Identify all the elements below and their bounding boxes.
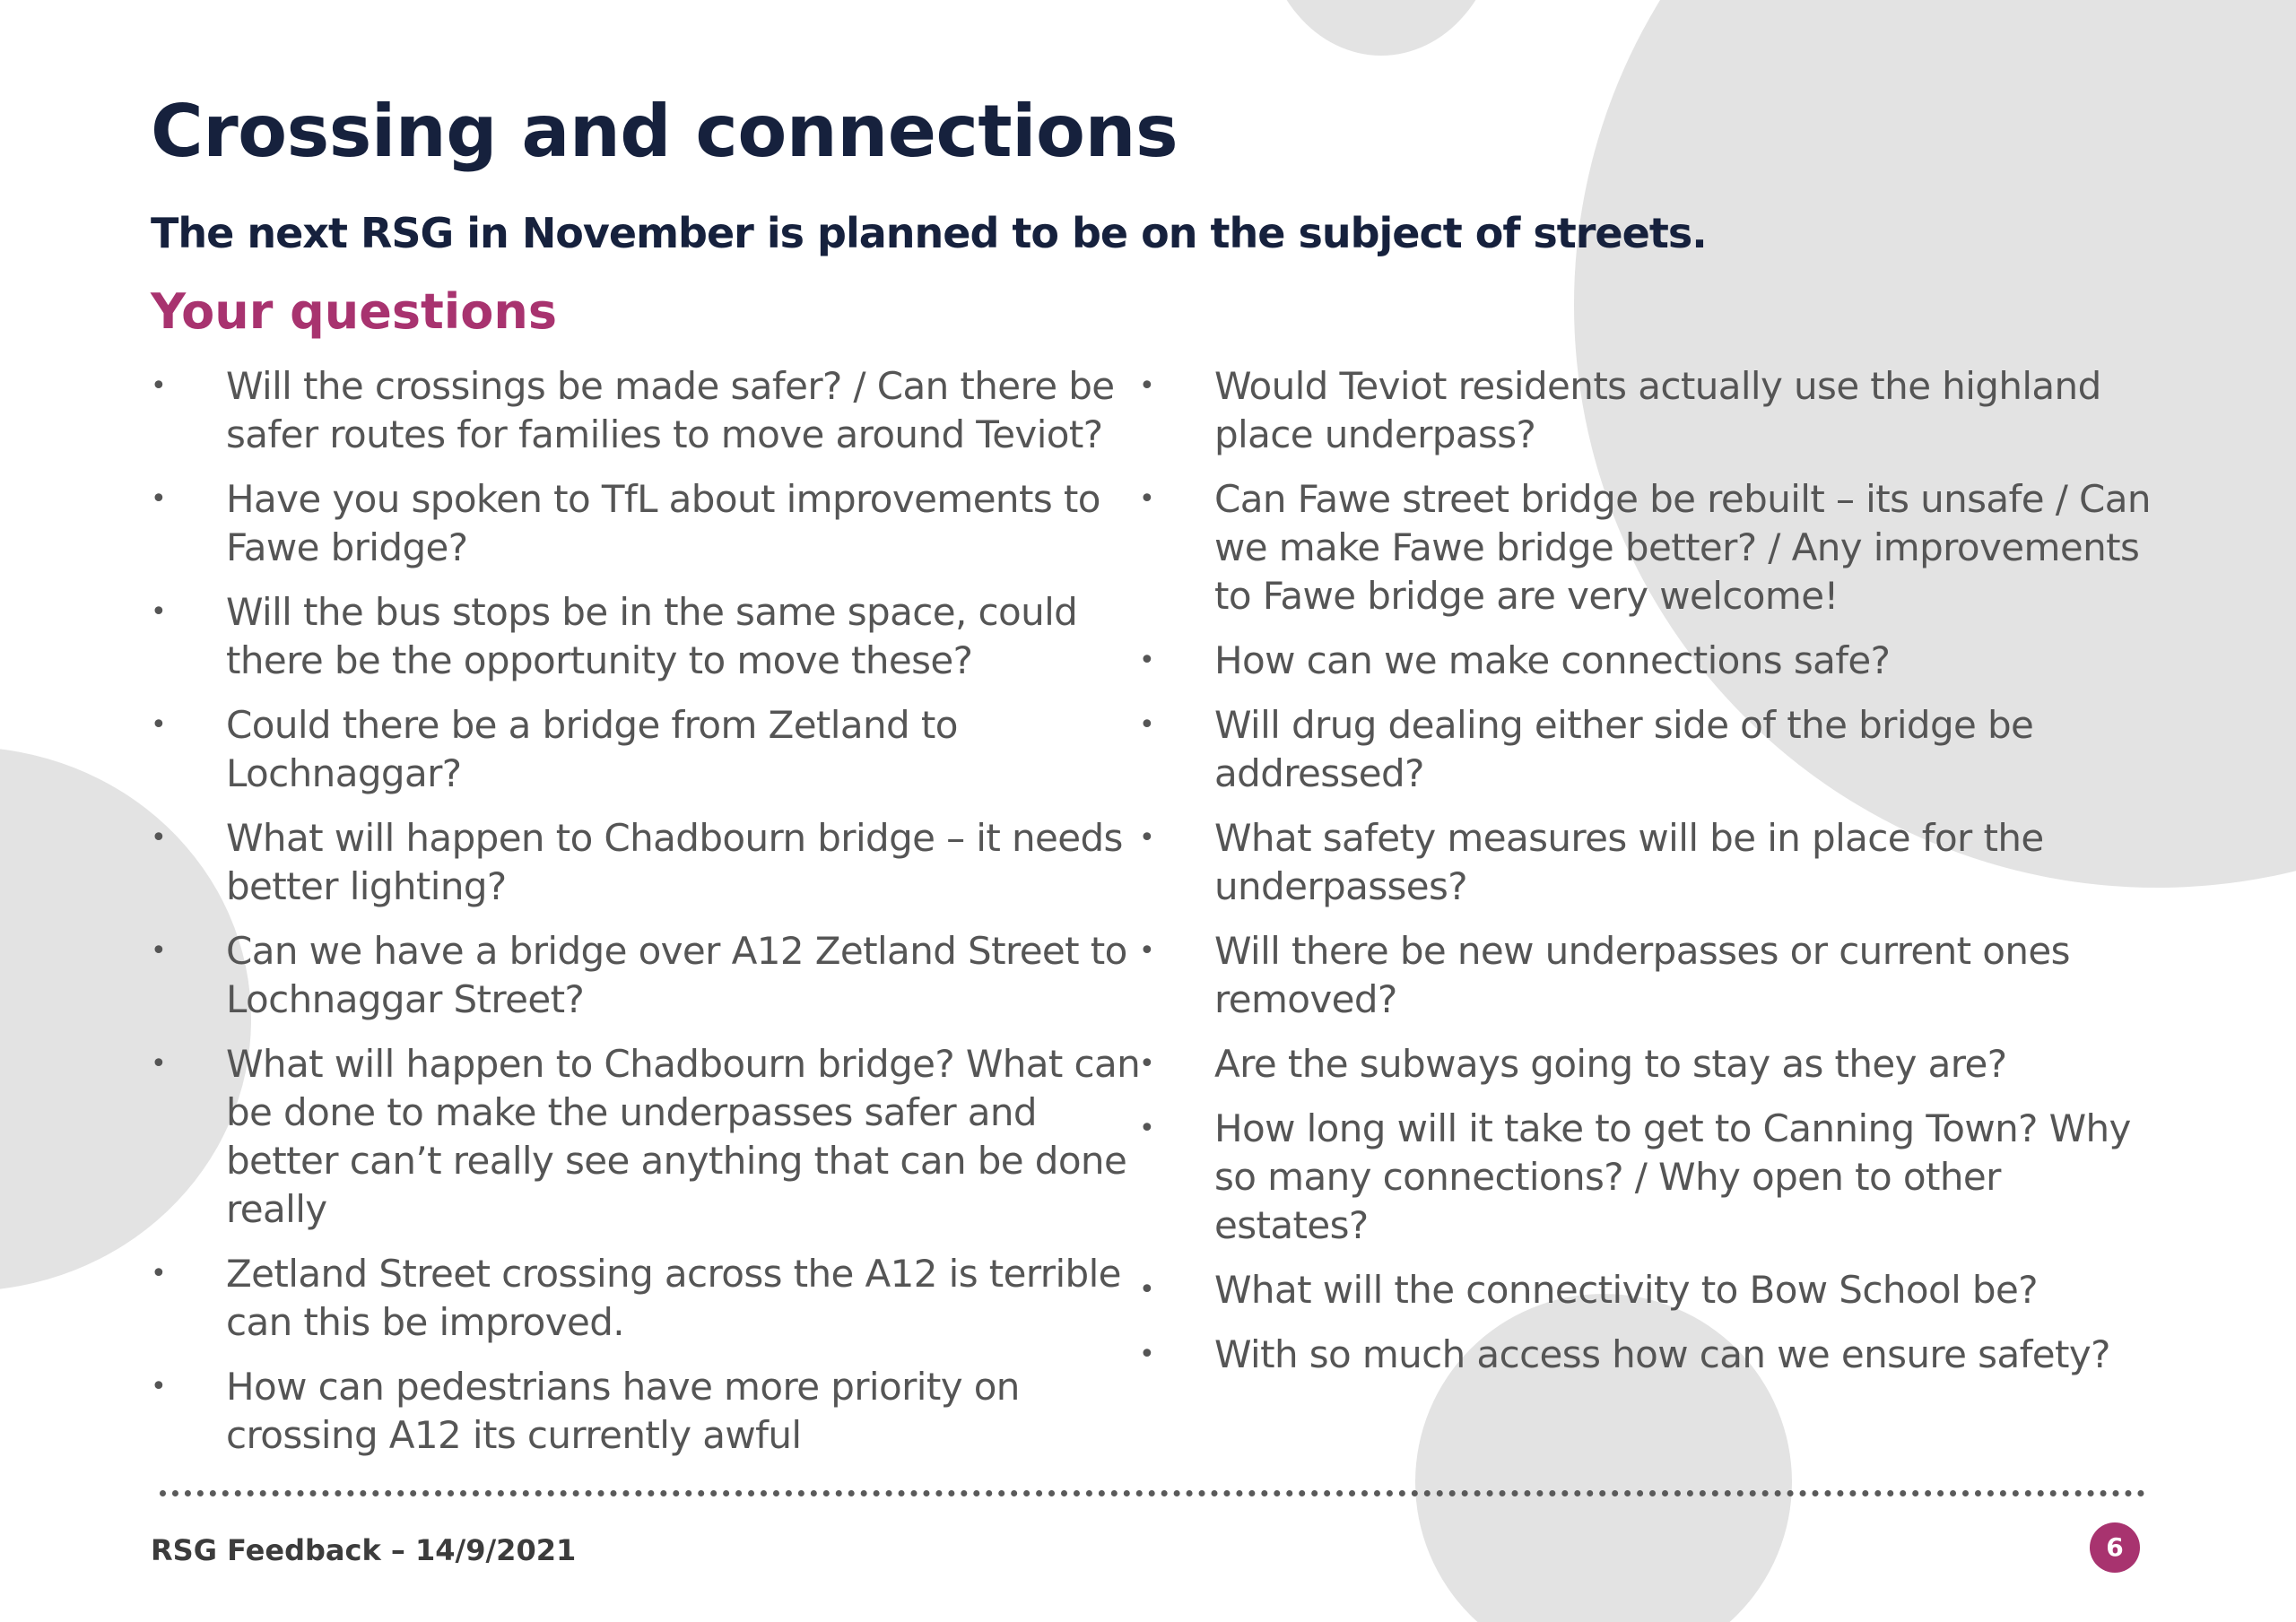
bullet-icon: • [1139,709,1155,741]
bullet-icon: • [1139,370,1155,402]
bullet-icon: • [151,709,167,741]
slide-title: Crossing and connections [151,90,1178,173]
question-item [151,362,1146,459]
question-item [1139,475,2161,620]
question-item [1139,927,2161,1024]
question-text: Can we have a bridge over A12 Zetland Street to Lochnaggar Street? [226,929,1127,1021]
bullet-icon: • [1139,822,1155,854]
question-text: What will happen to Chadbourn bridge? What can be done to make the underpasses safer and better can’t really see anything that can be done really [226,1042,1141,1231]
bullet-icon: • [1139,1274,1155,1305]
question-item [151,814,1146,911]
bullet-icon: • [1139,645,1155,676]
question-text: How long will it take to get to Canning Town? Why so many connections? / Why open to other estates? [1214,1106,2131,1247]
question-text: Zetland Street crossing across the A12 is terrible can this be improved. [226,1252,1121,1344]
question-text: How can we make connections safe? [1214,638,1891,682]
question-text: Could there be a bridge from Zetland to Lochnaggar? [226,703,958,795]
question-text: How can pedestrians have more priority on crossing A12 its currently awful [226,1365,1020,1457]
questions-list-left [151,362,1146,1476]
question-text: Will drug dealing either side of the bridge be addressed? [1214,703,2034,795]
question-text: Would Teviot residents actually use the highland place underpass? [1214,364,2101,456]
question-item [151,1363,1146,1460]
question-item [151,701,1146,798]
footer-divider [160,1490,2145,1496]
question-text: Have you spoken to TfL about improvements to Fawe bridge? [226,477,1100,569]
question-text: With so much access how can we ensure safety? [1214,1332,2110,1376]
bullet-icon: • [1139,1113,1155,1144]
question-item [151,1250,1146,1347]
question-item [1139,701,2161,798]
question-item [151,475,1146,572]
question-item [1139,1266,2161,1314]
question-text: What safety measures will be in place for the underpasses? [1214,816,2044,908]
page-number-badge: 6 [2090,1522,2140,1573]
bullet-icon: • [151,596,167,628]
question-text: What will happen to Chadbourn bridge – it needs better lighting? [226,816,1123,908]
question-item [1139,637,2161,685]
bullet-icon: • [1139,483,1155,515]
decorative-circle-top [1263,0,1500,56]
question-text: Can Fawe street bridge be rebuilt – its unsafe / Can we make Fawe bridge better? / Any improvements to Fawe bridge are very welcome! [1214,477,2151,618]
question-text: Will the bus stops be in the same space, could there be the opportunity to move these? [226,590,1078,682]
bullet-icon: • [151,935,167,967]
question-item [1139,1105,2161,1250]
bullet-icon: • [151,483,167,515]
question-item [1139,1331,2161,1379]
bullet-icon: • [151,1371,167,1402]
bullet-icon: • [1139,1048,1155,1080]
bullet-icon: • [151,822,167,854]
question-item [1139,1040,2161,1089]
questions-heading: Your questions [151,283,557,340]
question-item [151,1040,1146,1234]
footer-label: RSG Feedback – 14/9/2021 [151,1533,577,1567]
question-item [1139,814,2161,911]
slide-subtitle: The next RSG in November is planned to be on the subject of streets. [151,209,1707,257]
question-text: What will the connectivity to Bow School be? [1214,1268,2038,1312]
bullet-icon: • [151,1048,167,1080]
bullet-icon: • [151,1258,167,1289]
question-text: Will the crossings be made safer? / Can there be safer routes for families to move around Teviot? [226,364,1115,456]
question-item [151,588,1146,685]
bullet-icon: • [1139,1339,1155,1370]
question-text: Will there be new underpasses or current ones removed? [1214,929,2070,1021]
question-item [1139,362,2161,459]
bullet-icon: • [1139,935,1155,967]
question-text: Are the subways going to stay as they are? [1214,1042,2007,1086]
question-item [151,927,1146,1024]
questions-list-right [1139,362,2161,1395]
bullet-icon: • [151,370,167,402]
